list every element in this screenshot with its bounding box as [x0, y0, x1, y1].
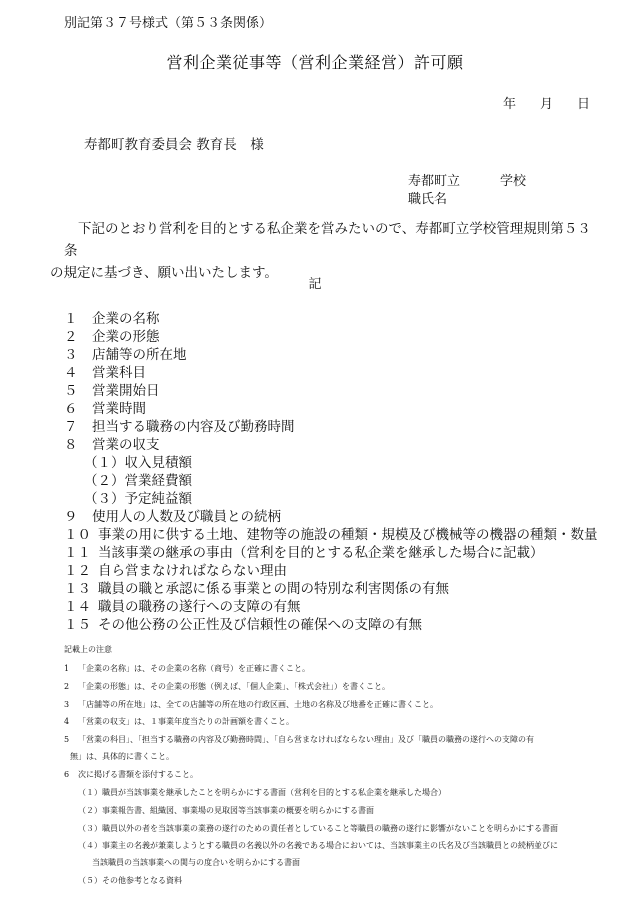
- item-label: 営業開始日: [92, 383, 160, 399]
- sub-item: （１）収入見積額: [84, 455, 192, 471]
- item-number: ６: [64, 401, 78, 417]
- request-body-line2: の規定に基づき、願い出いたします。: [50, 265, 278, 281]
- addressee: 寿都町教育委員会 教育長 様: [84, 137, 264, 153]
- item-label: 職員の職務の遂行への支障の有無: [98, 599, 301, 615]
- list-item: [64, 415, 295, 435]
- item-label: 企業の形態: [92, 329, 160, 345]
- list-item: [64, 577, 449, 597]
- item-number: ３: [64, 347, 78, 363]
- list-item: [64, 523, 598, 543]
- item-label: 営業の収支: [92, 437, 160, 453]
- note-continuation: [70, 751, 174, 762]
- list-item: [64, 559, 287, 579]
- note-item: [64, 699, 438, 710]
- item-label: 営業時間: [92, 401, 146, 417]
- note-number: 3: [64, 700, 70, 709]
- item-number: １２: [64, 563, 91, 579]
- item-number: １３: [64, 581, 91, 597]
- attachment-item: （５）その他参考となる資料: [78, 876, 182, 885]
- note-number: 2: [64, 682, 70, 691]
- item-label: 職員の職と承認に係る事業との間の特別な利害関係の有無: [98, 581, 449, 597]
- item-number: １５: [64, 617, 91, 633]
- list-item: [64, 595, 301, 615]
- applicant-school-prefix: 寿都町立: [408, 174, 461, 189]
- item-label: 自ら営まなければならない理由: [98, 563, 287, 579]
- note-item: [64, 716, 294, 727]
- ki-heading: 記: [308, 277, 322, 292]
- list-item: [64, 433, 160, 453]
- item-label: 事業の用に供する土地、建物等の施設の種類・規模及び機械等の機器の種類・数量: [98, 527, 598, 543]
- note-text: 「企業の名称」は、その企業の名称（商号）を正確に書くこと。: [78, 664, 310, 673]
- note-number: 1: [64, 664, 70, 673]
- sub-item: （３）予定純益額: [84, 491, 192, 507]
- list-item: [64, 325, 160, 345]
- note-text: 次に掲げる書類を添付すること。: [78, 770, 198, 779]
- note-number: 5: [64, 735, 70, 744]
- list-item: [64, 379, 160, 399]
- date-year: 年: [503, 97, 517, 112]
- note-text: 「営業の科目」、「担当する職務の内容及び勤務時間」、「自ら営まなければならない理由」及び「職員の職務の遂行への支障の有: [78, 735, 534, 744]
- item-number: １０: [64, 527, 91, 543]
- note-item: [64, 769, 198, 780]
- note-number: 6: [64, 770, 70, 779]
- date-month: 月: [540, 97, 554, 112]
- list-item: [64, 613, 422, 633]
- note-text: 無」は、具体的に書くこと。: [70, 752, 174, 761]
- list-item: [64, 361, 146, 381]
- form-number: 別記第３７号様式（第５３条関係）: [64, 16, 273, 31]
- item-number: ４: [64, 365, 78, 381]
- applicant-position-name: 職氏名: [408, 192, 448, 207]
- attachment-item: （２）事業報告書、組織図、事業場の見取図等当該事業の概要を明らかにする書面: [78, 806, 374, 815]
- note-text: 「店舗等の所在地」は、全ての店舗等の所在地の行政区画、土地の名称及び地番を正確に書くこと。: [78, 700, 438, 709]
- item-number: ７: [64, 419, 78, 435]
- item-number: １: [64, 311, 78, 327]
- request-body-line1: 下記のとおり営利を目的とする私企業を営みたいので、寿都町立学校管理規則第５３条: [64, 221, 591, 259]
- list-item: [64, 397, 146, 417]
- attachment-item: （３）職員以外の者を当該事業の業務の遂行のための責任者としていること等職員の職務の遂行に影響がないことを明らかにする書面: [78, 824, 558, 833]
- list-item: [64, 505, 281, 525]
- date-day: 日: [577, 97, 591, 112]
- note-number: 4: [64, 717, 70, 726]
- item-label: 店舗等の所在地: [92, 347, 187, 363]
- item-number: １１: [64, 545, 91, 561]
- notes-heading: 記載上の注意: [64, 645, 112, 654]
- page-title: 営利企業従事等（営利企業経営）許可願: [166, 53, 464, 72]
- item-number: ５: [64, 383, 78, 399]
- item-label: 企業の名称: [92, 311, 160, 327]
- note-item: [64, 734, 534, 745]
- item-label: その他公務の公正性及び信頼性の確保への支障の有無: [98, 617, 422, 633]
- applicant-school-suffix: 学校: [500, 174, 527, 189]
- note-item: [64, 663, 310, 674]
- list-item: [64, 541, 544, 561]
- sub-item: （２）営業経費額: [84, 473, 192, 489]
- item-label: 当該事業の継承の事由（営利を目的とする私企業を継承した場合に記載）: [98, 545, 544, 561]
- note-item: [64, 681, 390, 692]
- attachment-item: （４）事業主の名義が兼業しようとする職員の名義以外の名義である場合においては、当該事業主の氏名及び当該職員との続柄並びに: [78, 841, 558, 850]
- item-number: ８: [64, 437, 78, 453]
- item-number: １４: [64, 599, 91, 615]
- item-number: ９: [64, 509, 78, 525]
- attachment-continuation: 当該職員の当該事業への関与の度合いを明らかにする書面: [92, 858, 300, 867]
- list-item: [64, 307, 160, 327]
- item-label: 営業科目: [92, 365, 146, 381]
- note-text: 「企業の形態」は、その企業の形態（例えば、「個人企業」、「株式会社」）を書くこと。: [78, 682, 390, 691]
- item-label: 担当する職務の内容及び勤務時間: [92, 419, 295, 435]
- attachment-item: （１）職員が当該事業を継承したことを明らかにする書面（営利を目的とする私企業を継承した場合）: [78, 788, 446, 797]
- item-number: ２: [64, 329, 78, 345]
- item-label: 使用人の人数及び職員との続柄: [92, 509, 281, 525]
- list-item: [64, 343, 187, 363]
- note-text: 「営業の収支」は、１事業年度当たりの計画額を書くこと。: [78, 717, 294, 726]
